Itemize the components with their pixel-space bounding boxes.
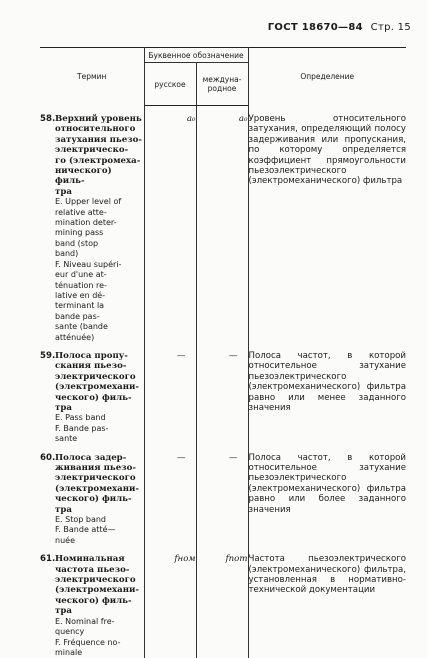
term-body (40, 565, 144, 658)
term-french: atténuée) (55, 333, 144, 343)
term-french: F. Niveau supéri- (55, 260, 144, 270)
term-name-line: (электромехани- (55, 382, 144, 392)
term-name-line (40, 554, 144, 564)
term-name-line: электрического (55, 372, 144, 382)
term-name-line: го (электромеха- (55, 156, 144, 166)
definition: Уровень относительного затухания, определяющий полосу задерживания или пропускания, по которому определяется коэффициент прямоугольности пьезоэлектрического (электромеханического) фильтра (248, 114, 406, 343)
term-number: 59. (40, 351, 55, 361)
term-french: F. Bande atté— (55, 525, 144, 535)
col-international-header: междуна- родное (196, 63, 248, 106)
definition: Полоса частот, в которой относительное затухание пьезоэлектрического (электромеханического) фильтра равно или более заданного значения (248, 453, 406, 547)
term-name-line: тра (55, 187, 144, 197)
row-spacer (40, 343, 406, 351)
term-number: 58. (40, 114, 55, 124)
term-name-line (40, 453, 144, 463)
symbol-international: — (196, 453, 248, 547)
terms-table (40, 47, 406, 658)
term-english: relative atte- (55, 208, 144, 218)
col-russian-header: русское (144, 63, 196, 106)
symbol-russian: — (144, 351, 196, 445)
term-name-line: тра (55, 505, 144, 515)
symbol-russian: fном (144, 554, 196, 658)
table-row (40, 554, 406, 658)
symbol-international: a₀ (196, 114, 248, 343)
term-body (40, 124, 144, 343)
term-french: terminant la (55, 301, 144, 311)
standard-code: ГОСТ 18670—84 (268, 22, 363, 33)
term-name-line: (электромехани- (55, 585, 144, 595)
term-body (40, 361, 144, 444)
col-definition-header: Определение (248, 48, 406, 106)
term-english: E. Stop band (55, 515, 144, 525)
term-name-text: Полоса пропу- (55, 351, 128, 361)
term-english: band) (55, 249, 144, 259)
term-french: ténuation re- (55, 281, 144, 291)
row-spacer (40, 546, 406, 554)
term-english: E. Pass band (55, 413, 144, 423)
term-cell (40, 351, 144, 445)
symbol-russian: — (144, 453, 196, 547)
symbol-russian: a₀ (144, 114, 196, 343)
term-cell (40, 453, 144, 547)
term-cell (40, 554, 144, 658)
term-french: lative en dé- (55, 291, 144, 301)
row-spacer (40, 106, 406, 115)
col-term-header: Термин (40, 48, 144, 106)
symbol-international: fnom (196, 554, 248, 658)
term-french: minale (55, 648, 144, 658)
term-name-line: электрического (55, 575, 144, 585)
term-french: F. Fréquence no- (55, 638, 144, 648)
page-number: Стр. 15 (371, 22, 411, 33)
term-name-line: электрическо- (55, 145, 144, 155)
term-english: quency (55, 627, 144, 637)
term-english: mining pass (55, 228, 144, 238)
term-name-line: ческого) филь- (55, 393, 144, 403)
page-header (268, 22, 411, 33)
term-name-line: живания пьезо- (55, 463, 144, 473)
term-french: sante (bande (55, 322, 144, 332)
term-name-line: затухания пьезо- (55, 135, 144, 145)
term-name-line: (электромехани- (55, 484, 144, 494)
table-row (40, 351, 406, 445)
term-body (40, 463, 144, 546)
term-english: band (stop (55, 239, 144, 249)
term-name-line: электрического (55, 473, 144, 483)
row-spacer (40, 445, 406, 453)
term-name-line: ческого) филь- (55, 494, 144, 504)
table-header (40, 48, 406, 106)
definition: Частота пьезоэлектрического (электромеханического) фильтра, установленная в нормативно-технической документации (248, 554, 406, 658)
term-name-line (40, 114, 144, 124)
term-french: eur d'une at- (55, 270, 144, 280)
term-english: E. Nominal fre- (55, 617, 144, 627)
term-french: nuée (55, 536, 144, 546)
term-name-line: тра (55, 606, 144, 616)
table-row (40, 453, 406, 547)
term-cell (40, 114, 144, 343)
term-name-line: ческого) филь- (55, 596, 144, 606)
term-name-line: тра (55, 403, 144, 413)
col-abbr-group-header: Буквенное обозначение (144, 48, 248, 63)
table-row (40, 114, 406, 343)
term-name-line: скания пьезо- (55, 361, 144, 371)
term-english: E. Upper level of (55, 197, 144, 207)
term-number: 60. (40, 453, 55, 463)
term-name-text: Полоса задер- (55, 453, 126, 463)
term-french: bande pas- (55, 312, 144, 322)
term-name-line (40, 351, 144, 361)
term-number: 61. (40, 554, 55, 564)
term-name-line: относительного (55, 124, 144, 134)
term-name-line: нического) филь- (55, 166, 144, 187)
term-english: mination deter- (55, 218, 144, 228)
symbol-international: — (196, 351, 248, 445)
term-french: F. Bande pas- (55, 424, 144, 434)
table-body (40, 106, 406, 658)
term-name-text: Номинальная (55, 554, 125, 564)
definition: Полоса частот, в которой относительное затухание пьезоэлектрического (электромеханического) фильтра равно или менее заданного значения (248, 351, 406, 445)
term-name-line: частота пьезо- (55, 565, 144, 575)
term-french: sante (55, 434, 144, 444)
term-name-text: Верхний уровень (55, 114, 142, 124)
